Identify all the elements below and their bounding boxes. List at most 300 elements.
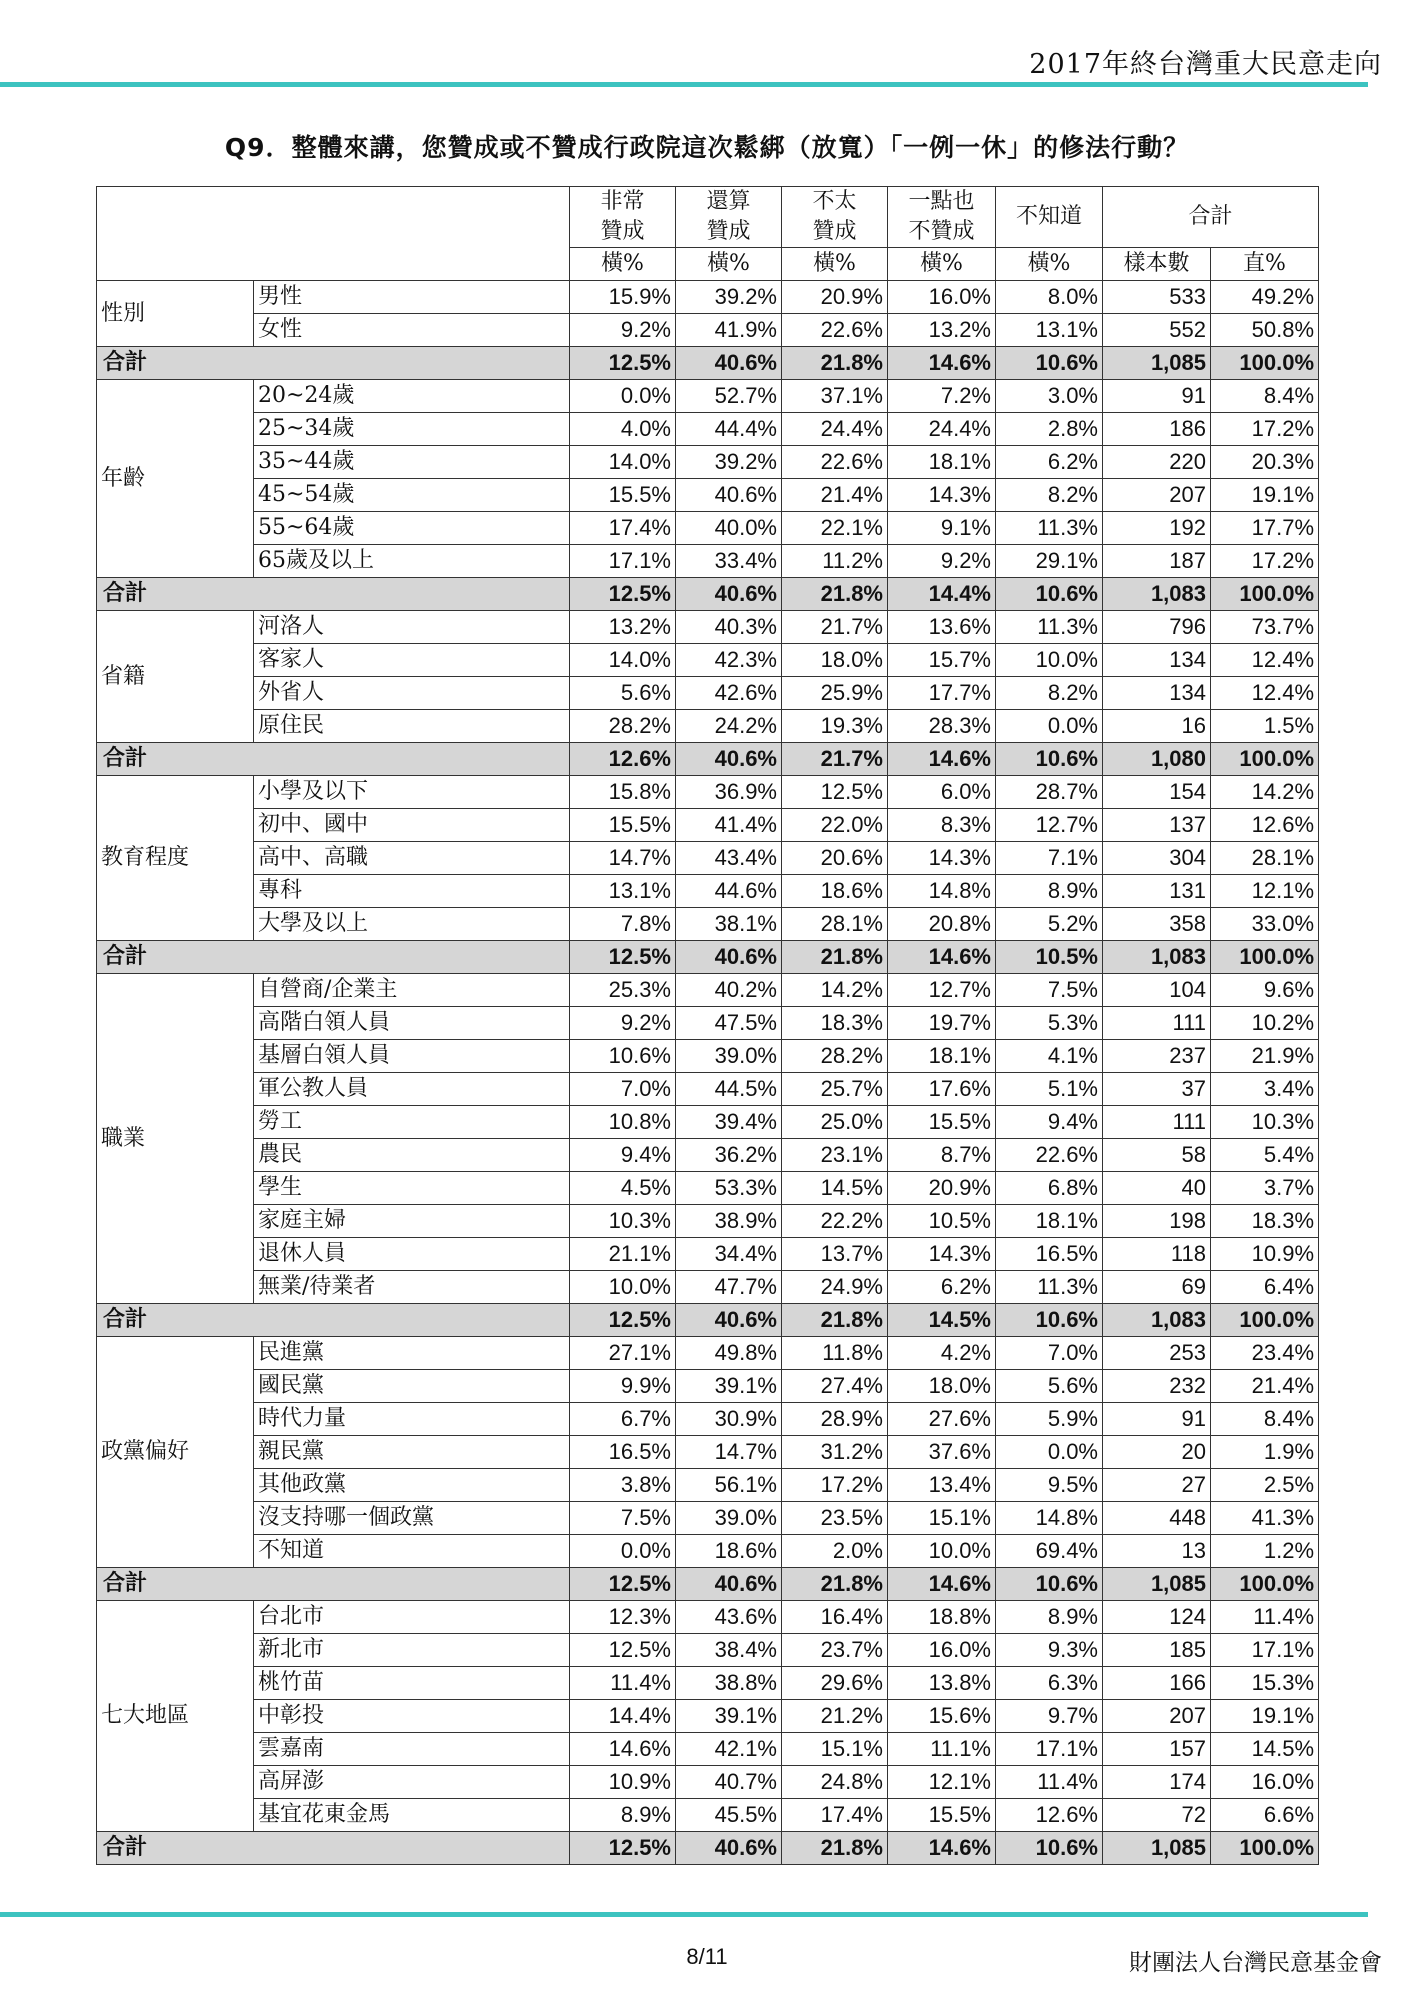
cell-value: 6.7% <box>570 1403 676 1436</box>
cell-value: 14.3% <box>888 842 996 875</box>
total-label: 合計 <box>97 1568 570 1601</box>
table-row <box>97 1601 1319 1634</box>
cell-value: 37.6% <box>888 1436 996 1469</box>
cell-value: 4.5% <box>570 1172 676 1205</box>
cell-value: 10.0% <box>888 1535 996 1568</box>
cell-value: 10.3% <box>1211 1106 1319 1139</box>
cell-value: 253 <box>1103 1337 1211 1370</box>
cell-value: 5.1% <box>996 1073 1103 1106</box>
footer-divider <box>0 1912 1368 1917</box>
cell-value: 12.5% <box>782 776 888 809</box>
table-row <box>97 1139 1319 1172</box>
total-value: 12.6% <box>570 743 676 776</box>
cell-value: 9.6% <box>1211 974 1319 1007</box>
cell-value: 39.1% <box>676 1700 782 1733</box>
table-row <box>97 1337 1319 1370</box>
question-title: Q9．整體來講，您贊成或不贊成行政院這次鬆綁（放寬）「一例一休」的修法行動？ <box>224 133 1190 162</box>
total-value: 12.5% <box>570 941 676 974</box>
total-label: 合計 <box>97 941 570 974</box>
row-label: 20~24歲 <box>254 380 570 413</box>
total-value: 21.8% <box>782 578 888 611</box>
cell-value: 15.5% <box>888 1799 996 1832</box>
cell-value: 448 <box>1103 1502 1211 1535</box>
row-label: 女性 <box>254 314 570 347</box>
cell-value: 796 <box>1103 611 1211 644</box>
cell-value: 131 <box>1103 875 1211 908</box>
cell-value: 20.3% <box>1211 446 1319 479</box>
table-row <box>97 677 1319 710</box>
cell-value: 10.6% <box>570 1040 676 1073</box>
row-label: 軍公教人員 <box>254 1073 570 1106</box>
cell-value: 28.7% <box>996 776 1103 809</box>
cell-value: 38.1% <box>676 908 782 941</box>
cell-value: 12.7% <box>996 809 1103 842</box>
cell-value: 11.3% <box>996 512 1103 545</box>
table-row <box>97 479 1319 512</box>
total-row <box>97 743 1319 776</box>
total-value: 1,085 <box>1103 347 1211 380</box>
cell-value: 91 <box>1103 1403 1211 1436</box>
cell-value: 17.7% <box>888 677 996 710</box>
cell-value: 118 <box>1103 1238 1211 1271</box>
cell-value: 19.3% <box>782 710 888 743</box>
total-value: 21.7% <box>782 743 888 776</box>
cell-value: 154 <box>1103 776 1211 809</box>
cell-value: 15.5% <box>570 809 676 842</box>
table-row <box>97 1436 1319 1469</box>
table-row <box>97 1700 1319 1733</box>
cell-value: 111 <box>1103 1007 1211 1040</box>
cell-value: 10.9% <box>1211 1238 1319 1271</box>
table-row <box>97 1403 1319 1436</box>
total-value: 100.0% <box>1211 743 1319 776</box>
cell-value: 134 <box>1103 644 1211 677</box>
total-label: 合計 <box>97 1304 570 1337</box>
cell-value: 9.1% <box>888 512 996 545</box>
cell-value: 7.5% <box>570 1502 676 1535</box>
cell-value: 192 <box>1103 512 1211 545</box>
cell-value: 39.1% <box>676 1370 782 1403</box>
total-value: 1,085 <box>1103 1568 1211 1601</box>
total-value: 21.8% <box>782 941 888 974</box>
cell-value: 18.8% <box>888 1601 996 1634</box>
cell-value: 8.2% <box>996 677 1103 710</box>
table-row <box>97 1205 1319 1238</box>
cell-value: 25.9% <box>782 677 888 710</box>
table-row <box>97 644 1319 677</box>
cell-value: 3.0% <box>996 380 1103 413</box>
cell-value: 36.9% <box>676 776 782 809</box>
cell-value: 58 <box>1103 1139 1211 1172</box>
cell-value: 8.4% <box>1211 380 1319 413</box>
cell-value: 39.4% <box>676 1106 782 1139</box>
cell-value: 9.2% <box>888 545 996 578</box>
row-label: 自營商/企業主 <box>254 974 570 1007</box>
table-row <box>97 1073 1319 1106</box>
total-value: 1,080 <box>1103 743 1211 776</box>
cell-value: 13.4% <box>888 1469 996 1502</box>
row-label: 65歲及以上 <box>254 545 570 578</box>
cell-value: 14.2% <box>1211 776 1319 809</box>
cell-value: 14.7% <box>676 1436 782 1469</box>
cell-value: 28.2% <box>782 1040 888 1073</box>
cell-value: 18.6% <box>782 875 888 908</box>
cell-value: 7.1% <box>996 842 1103 875</box>
table-row <box>97 1766 1319 1799</box>
cell-value: 12.1% <box>1211 875 1319 908</box>
total-value: 14.6% <box>888 941 996 974</box>
footer-organization: 財團法人台灣民意基金會 <box>1129 1950 1382 1976</box>
row-label: 高中、高職 <box>254 842 570 875</box>
table-row <box>97 446 1319 479</box>
cell-value: 10.0% <box>570 1271 676 1304</box>
cell-value: 13.7% <box>782 1238 888 1271</box>
cell-value: 43.4% <box>676 842 782 875</box>
cell-value: 22.1% <box>782 512 888 545</box>
cell-value: 157 <box>1103 1733 1211 1766</box>
table-row <box>97 710 1319 743</box>
cell-value: 22.0% <box>782 809 888 842</box>
cell-value: 11.3% <box>996 1271 1103 1304</box>
group-label: 職業 <box>97 974 254 1304</box>
cell-value: 11.4% <box>996 1766 1103 1799</box>
row-label: 25~34歲 <box>254 413 570 446</box>
cell-value: 4.0% <box>570 413 676 446</box>
cell-value: 52.7% <box>676 380 782 413</box>
page-number: 8/11 <box>686 1944 728 1969</box>
cell-value: 25.7% <box>782 1073 888 1106</box>
total-value: 12.5% <box>570 1568 676 1601</box>
cell-value: 1.2% <box>1211 1535 1319 1568</box>
row-label: 35~44歲 <box>254 446 570 479</box>
cell-value: 22.6% <box>782 314 888 347</box>
cell-value: 304 <box>1103 842 1211 875</box>
row-label: 初中、國中 <box>254 809 570 842</box>
total-row <box>97 578 1319 611</box>
cell-value: 134 <box>1103 677 1211 710</box>
table-row <box>97 1799 1319 1832</box>
total-row <box>97 347 1319 380</box>
cell-value: 40 <box>1103 1172 1211 1205</box>
cell-value: 21.1% <box>570 1238 676 1271</box>
cell-value: 22.6% <box>996 1139 1103 1172</box>
cell-value: 220 <box>1103 446 1211 479</box>
cell-value: 17.2% <box>1211 413 1319 446</box>
total-value: 1,083 <box>1103 1304 1211 1337</box>
total-value: 21.8% <box>782 1304 888 1337</box>
cell-value: 9.3% <box>996 1634 1103 1667</box>
row-label: 45~54歲 <box>254 479 570 512</box>
cell-value: 6.3% <box>996 1667 1103 1700</box>
cell-value: 3.4% <box>1211 1073 1319 1106</box>
cell-value: 3.7% <box>1211 1172 1319 1205</box>
row-label: 新北市 <box>254 1634 570 1667</box>
crosstab-table <box>96 186 1319 1865</box>
total-value: 14.6% <box>888 347 996 380</box>
total-value: 10.6% <box>996 1568 1103 1601</box>
cell-value: 49.2% <box>1211 281 1319 314</box>
cell-value: 17.1% <box>996 1733 1103 1766</box>
cell-value: 5.9% <box>996 1403 1103 1436</box>
total-value: 21.8% <box>782 1832 888 1865</box>
cell-value: 10.3% <box>570 1205 676 1238</box>
cell-value: 5.2% <box>996 908 1103 941</box>
total-value: 40.6% <box>676 1832 782 1865</box>
table-row <box>97 1007 1319 1040</box>
cell-value: 13.1% <box>570 875 676 908</box>
cell-value: 15.1% <box>782 1733 888 1766</box>
cell-value: 14.3% <box>888 1238 996 1271</box>
cell-value: 9.2% <box>570 1007 676 1040</box>
row-label: 不知道 <box>254 1535 570 1568</box>
cell-value: 17.4% <box>782 1799 888 1832</box>
cell-value: 12.5% <box>570 1634 676 1667</box>
cell-value: 18.3% <box>782 1007 888 1040</box>
cell-value: 69.4% <box>996 1535 1103 1568</box>
cell-value: 174 <box>1103 1766 1211 1799</box>
cell-value: 14.6% <box>570 1733 676 1766</box>
cell-value: 11.4% <box>1211 1601 1319 1634</box>
cell-value: 19.1% <box>1211 1700 1319 1733</box>
cell-value: 16.0% <box>1211 1766 1319 1799</box>
total-value: 12.5% <box>570 1832 676 1865</box>
row-label: 高階白領人員 <box>254 1007 570 1040</box>
total-value: 100.0% <box>1211 1304 1319 1337</box>
cell-value: 72 <box>1103 1799 1211 1832</box>
cell-value: 8.3% <box>888 809 996 842</box>
cell-value: 21.9% <box>1211 1040 1319 1073</box>
group-label: 年齡 <box>97 380 254 578</box>
cell-value: 53.3% <box>676 1172 782 1205</box>
cell-value: 28.1% <box>782 908 888 941</box>
cell-value: 7.0% <box>996 1337 1103 1370</box>
cell-value: 17.7% <box>1211 512 1319 545</box>
cell-value: 13.2% <box>888 314 996 347</box>
row-label: 退休人員 <box>254 1238 570 1271</box>
table-body <box>97 281 1319 1865</box>
total-value: 100.0% <box>1211 578 1319 611</box>
cell-value: 45.5% <box>676 1799 782 1832</box>
unit-label: 橫% <box>570 248 676 281</box>
col-header-dont-know: 不知道 <box>996 187 1103 248</box>
cell-value: 40.6% <box>676 479 782 512</box>
cell-value: 11.3% <box>996 611 1103 644</box>
total-value: 14.4% <box>888 578 996 611</box>
unit-label: 樣本數 <box>1103 248 1211 281</box>
cell-value: 24.2% <box>676 710 782 743</box>
cell-value: 0.0% <box>996 710 1103 743</box>
cell-value: 187 <box>1103 545 1211 578</box>
table-row <box>97 908 1319 941</box>
total-value: 40.6% <box>676 941 782 974</box>
table-row <box>97 875 1319 908</box>
row-label: 男性 <box>254 281 570 314</box>
cell-value: 17.6% <box>888 1073 996 1106</box>
cell-value: 8.9% <box>996 875 1103 908</box>
table-row <box>97 611 1319 644</box>
cell-value: 29.6% <box>782 1667 888 1700</box>
cell-value: 73.7% <box>1211 611 1319 644</box>
cell-value: 7.0% <box>570 1073 676 1106</box>
total-value: 40.6% <box>676 743 782 776</box>
total-value: 100.0% <box>1211 941 1319 974</box>
col-header-very-agree: 非常 贊成 <box>570 187 676 248</box>
cell-value: 14.3% <box>888 479 996 512</box>
cell-value: 6.2% <box>996 446 1103 479</box>
total-value: 40.6% <box>676 347 782 380</box>
cell-value: 19.1% <box>1211 479 1319 512</box>
cell-value: 39.0% <box>676 1502 782 1535</box>
total-value: 100.0% <box>1211 347 1319 380</box>
cell-value: 10.0% <box>996 644 1103 677</box>
table-row <box>97 1106 1319 1139</box>
cell-value: 232 <box>1103 1370 1211 1403</box>
table-row <box>97 1172 1319 1205</box>
group-label: 省籍 <box>97 611 254 743</box>
row-label: 沒支持哪一個政黨 <box>254 1502 570 1535</box>
cell-value: 15.3% <box>1211 1667 1319 1700</box>
row-label: 原住民 <box>254 710 570 743</box>
cell-value: 20 <box>1103 1436 1211 1469</box>
cell-value: 11.4% <box>570 1667 676 1700</box>
cell-value: 20.9% <box>782 281 888 314</box>
cell-value: 8.2% <box>996 479 1103 512</box>
col-header-strongly-disagree: 一點也 不贊成 <box>888 187 996 248</box>
cell-value: 8.4% <box>1211 1403 1319 1436</box>
cell-value: 186 <box>1103 413 1211 446</box>
row-label: 其他政黨 <box>254 1469 570 1502</box>
unit-label: 橫% <box>782 248 888 281</box>
cell-value: 198 <box>1103 1205 1211 1238</box>
cell-value: 13 <box>1103 1535 1211 1568</box>
document-header-title: 2017年終台灣重大民意走向 <box>1029 49 1382 80</box>
cell-value: 20.9% <box>888 1172 996 1205</box>
cell-value: 14.2% <box>782 974 888 1007</box>
table-row <box>97 1733 1319 1766</box>
cell-value: 38.9% <box>676 1205 782 1238</box>
cell-value: 7.5% <box>996 974 1103 1007</box>
row-label: 客家人 <box>254 644 570 677</box>
corner-cell <box>97 187 570 281</box>
cell-value: 18.1% <box>996 1205 1103 1238</box>
total-row <box>97 941 1319 974</box>
cell-value: 10.5% <box>888 1205 996 1238</box>
cell-value: 13.2% <box>570 611 676 644</box>
table-row <box>97 842 1319 875</box>
cell-value: 13.8% <box>888 1667 996 1700</box>
cell-value: 14.8% <box>888 875 996 908</box>
cell-value: 43.6% <box>676 1601 782 1634</box>
cell-value: 14.0% <box>570 644 676 677</box>
cell-value: 44.5% <box>676 1073 782 1106</box>
total-value: 10.6% <box>996 1304 1103 1337</box>
cell-value: 47.5% <box>676 1007 782 1040</box>
cell-value: 28.1% <box>1211 842 1319 875</box>
cell-value: 28.3% <box>888 710 996 743</box>
cell-value: 8.9% <box>570 1799 676 1832</box>
cell-value: 49.8% <box>676 1337 782 1370</box>
cell-value: 11.1% <box>888 1733 996 1766</box>
cell-value: 40.7% <box>676 1766 782 1799</box>
column-header-row <box>97 187 1319 248</box>
table-row <box>97 413 1319 446</box>
cell-value: 44.4% <box>676 413 782 446</box>
total-label: 合計 <box>97 1832 570 1865</box>
cell-value: 27 <box>1103 1469 1211 1502</box>
cell-value: 14.5% <box>782 1172 888 1205</box>
table-row <box>97 1271 1319 1304</box>
row-label: 基宜花東金馬 <box>254 1799 570 1832</box>
total-value: 12.5% <box>570 347 676 380</box>
cell-value: 0.0% <box>570 380 676 413</box>
row-label: 高屏澎 <box>254 1766 570 1799</box>
cell-value: 185 <box>1103 1634 1211 1667</box>
cell-value: 50.8% <box>1211 314 1319 347</box>
cell-value: 16.0% <box>888 281 996 314</box>
row-label: 台北市 <box>254 1601 570 1634</box>
cell-value: 8.7% <box>888 1139 996 1172</box>
unit-label: 直% <box>1211 248 1319 281</box>
cell-value: 17.2% <box>1211 545 1319 578</box>
row-label: 親民黨 <box>254 1436 570 1469</box>
total-value: 100.0% <box>1211 1568 1319 1601</box>
cell-value: 27.6% <box>888 1403 996 1436</box>
cell-value: 1.9% <box>1211 1436 1319 1469</box>
cell-value: 23.1% <box>782 1139 888 1172</box>
cell-value: 25.0% <box>782 1106 888 1139</box>
row-label: 國民黨 <box>254 1370 570 1403</box>
group-label: 七大地區 <box>97 1601 254 1832</box>
total-value: 10.6% <box>996 347 1103 380</box>
group-label: 性別 <box>97 281 254 347</box>
cell-value: 11.8% <box>782 1337 888 1370</box>
cell-value: 16.5% <box>996 1238 1103 1271</box>
row-label: 家庭主婦 <box>254 1205 570 1238</box>
cell-value: 15.5% <box>888 1106 996 1139</box>
group-label: 教育程度 <box>97 776 254 941</box>
cell-value: 24.9% <box>782 1271 888 1304</box>
cell-value: 15.7% <box>888 644 996 677</box>
cell-value: 18.1% <box>888 446 996 479</box>
cell-value: 9.4% <box>570 1139 676 1172</box>
cell-value: 15.9% <box>570 281 676 314</box>
cell-value: 14.8% <box>996 1502 1103 1535</box>
cell-value: 24.8% <box>782 1766 888 1799</box>
cell-value: 42.6% <box>676 677 782 710</box>
cell-value: 22.2% <box>782 1205 888 1238</box>
total-value: 14.5% <box>888 1304 996 1337</box>
cell-value: 27.1% <box>570 1337 676 1370</box>
table-row <box>97 809 1319 842</box>
total-value: 1,085 <box>1103 1832 1211 1865</box>
table-row <box>97 314 1319 347</box>
total-label: 合計 <box>97 347 570 380</box>
cell-value: 24.4% <box>782 413 888 446</box>
unit-label: 橫% <box>676 248 782 281</box>
cell-value: 6.6% <box>1211 1799 1319 1832</box>
total-row <box>97 1832 1319 1865</box>
col-header-total: 合計 <box>1103 187 1319 248</box>
table-row <box>97 545 1319 578</box>
cell-value: 104 <box>1103 974 1211 1007</box>
cell-value: 91 <box>1103 380 1211 413</box>
cell-value: 10.8% <box>570 1106 676 1139</box>
cell-value: 111 <box>1103 1106 1211 1139</box>
cell-value: 37 <box>1103 1073 1211 1106</box>
unit-label: 橫% <box>888 248 996 281</box>
cell-value: 2.8% <box>996 413 1103 446</box>
total-value: 10.5% <box>996 941 1103 974</box>
